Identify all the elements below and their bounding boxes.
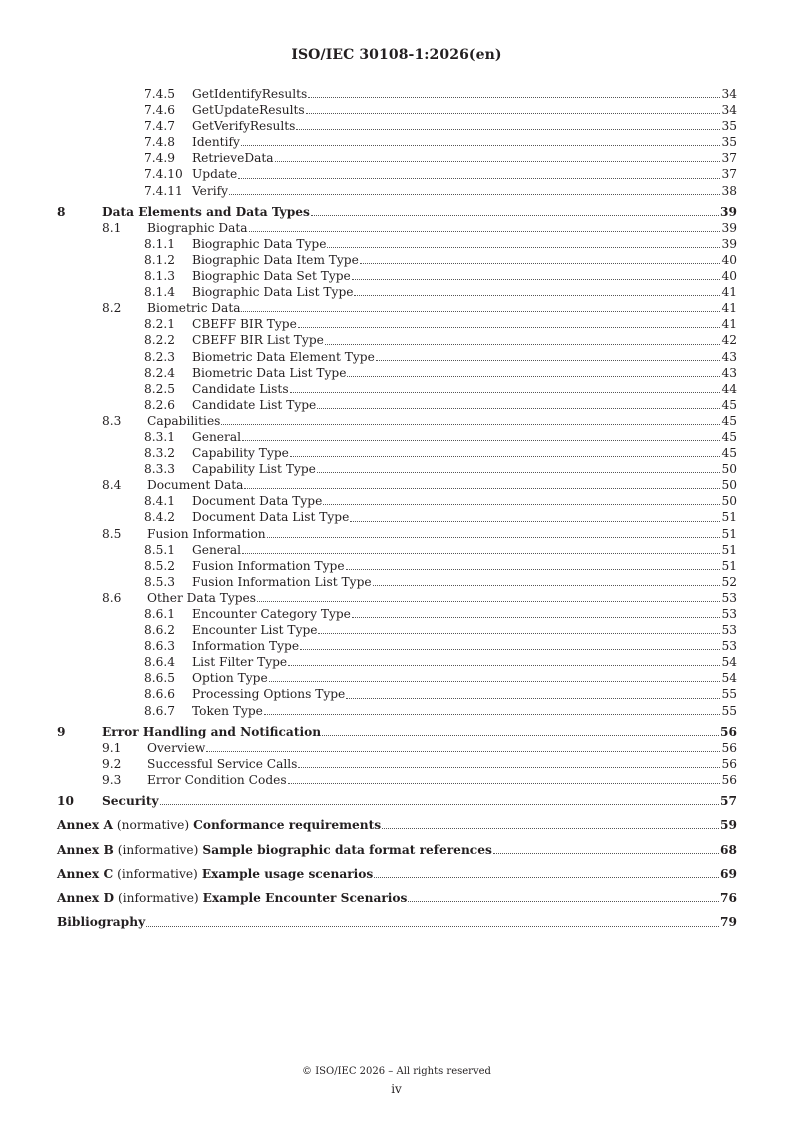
- dot-leader: [346, 697, 720, 699]
- toc-entry[interactable]: [57, 461, 737, 477]
- toc-annex-entry[interactable]: [57, 890, 737, 906]
- dot-leader: [242, 552, 720, 554]
- toc-entry-page: 40: [721, 269, 737, 284]
- toc-entry[interactable]: [57, 381, 737, 397]
- dot-leader: [311, 214, 719, 216]
- toc-entry-title: Biographic Data Type: [192, 236, 327, 251]
- toc-entry-number: 8.3.1: [144, 429, 176, 444]
- toc-entry-number: 8.1: [102, 220, 122, 235]
- dot-leader: [373, 584, 721, 586]
- toc-entry[interactable]: [57, 86, 737, 102]
- toc-entry-number: 7.4.7: [144, 119, 176, 134]
- toc-entry-page: 45: [721, 429, 737, 444]
- dot-leader: [318, 632, 720, 634]
- toc-entry-number: 8.2.3: [144, 349, 176, 364]
- toc-entry-page: 55: [721, 687, 737, 702]
- toc-entry-title: Verify: [192, 183, 229, 198]
- toc-entry[interactable]: [57, 397, 737, 413]
- dot-leader: [229, 193, 720, 195]
- toc-entry-page: 45: [721, 446, 737, 461]
- toc-entry[interactable]: [57, 558, 737, 574]
- toc-entry[interactable]: [57, 606, 737, 622]
- toc-entry-title: Fusion Information Type: [192, 558, 345, 573]
- dot-leader: [298, 766, 720, 768]
- toc-entry-title: Identify: [192, 135, 240, 150]
- toc-entry[interactable]: [57, 429, 737, 445]
- toc-annex-kind: (informative): [117, 842, 199, 857]
- toc-entry[interactable]: [57, 686, 737, 702]
- toc-entry-page: 79: [720, 915, 737, 930]
- toc-entry-page: 50: [721, 494, 737, 509]
- toc-entry[interactable]: [57, 300, 737, 316]
- dot-leader: [374, 876, 719, 878]
- toc-entry[interactable]: [57, 134, 737, 150]
- toc-entry[interactable]: [57, 252, 737, 268]
- copyright-notice: © ISO/IEC 2026 – All rights reserved: [302, 1066, 491, 1077]
- toc-annex-kind: (informative): [118, 891, 199, 906]
- dot-leader: [221, 423, 720, 425]
- toc-entry-title: GetIdentifyResults: [192, 87, 308, 101]
- dot-leader: [308, 96, 720, 98]
- dot-leader: [322, 734, 719, 736]
- toc-entry-title: RetrieveData: [192, 151, 274, 166]
- toc-entry-title: Error Handling and Notification: [102, 724, 322, 739]
- toc-entry-page: 50: [721, 478, 737, 493]
- toc-entry-number: 10: [57, 794, 74, 809]
- toc-entry-number: 8.6.3: [144, 639, 176, 654]
- dot-leader: [350, 520, 720, 522]
- dot-leader: [269, 680, 721, 682]
- dot-leader: [327, 246, 720, 248]
- toc-entry[interactable]: [57, 574, 737, 590]
- dot-leader: [290, 455, 721, 457]
- toc-entry-title: CBEFF BIR List Type: [192, 333, 324, 348]
- toc-entry-number: 8.5.3: [144, 574, 176, 589]
- dot-leader: [325, 343, 721, 345]
- toc-entry-title: Token Type: [192, 703, 263, 718]
- toc-entry-number: 8.1.1: [144, 236, 176, 251]
- toc-entry-number: 7.4.5: [144, 87, 176, 101]
- dot-leader: [241, 310, 720, 312]
- toc-entry-title: Biometric Data: [147, 301, 241, 316]
- toc-entry-number: Annex D: [57, 891, 115, 906]
- dot-leader: [347, 375, 720, 377]
- toc-entry-page: 37: [721, 167, 737, 182]
- toc-entry-title: General: [192, 542, 241, 557]
- toc-entry-number: 9: [57, 724, 66, 739]
- toc-entry[interactable]: [57, 316, 737, 332]
- toc-entry-page: 42: [721, 333, 737, 348]
- toc-entry-number: 9.1: [102, 740, 122, 755]
- toc-entry-title: List Filter Type: [192, 655, 288, 670]
- toc-entry-title: Document Data Type: [192, 494, 323, 509]
- toc-entry-number: 8.1.4: [144, 285, 176, 300]
- dot-leader: [382, 827, 719, 829]
- toc-entry-number: 8.6.2: [144, 623, 176, 638]
- dot-leader: [146, 925, 719, 927]
- toc-entry-number: 8.1.3: [144, 269, 176, 284]
- dot-leader: [290, 391, 721, 393]
- toc-entry-title: Candidate List Type: [192, 397, 317, 412]
- toc-entry[interactable]: [57, 703, 737, 719]
- toc-entry-number: 7.4.9: [144, 151, 176, 166]
- toc-entry[interactable]: [57, 509, 737, 525]
- toc-entry-title: Update: [192, 167, 238, 182]
- toc-entry-title: Capability Type: [192, 446, 289, 461]
- dot-leader: [244, 487, 720, 489]
- toc-entry-page: 69: [720, 866, 737, 881]
- toc-entry-number: 8.2.4: [144, 365, 176, 380]
- dot-leader: [360, 262, 721, 264]
- toc-entry-page: 41: [721, 285, 737, 300]
- toc-entry-page: 51: [721, 542, 737, 557]
- toc-annex-entry[interactable]: [57, 914, 737, 930]
- toc-entry[interactable]: [57, 284, 737, 300]
- toc-entry-number: 8.2: [102, 301, 122, 316]
- toc-entry[interactable]: [57, 150, 737, 166]
- toc-entry-title: Fusion Information: [147, 526, 266, 541]
- dot-leader: [352, 616, 721, 618]
- toc-entry-title: Biographic Data Item Type: [192, 252, 359, 267]
- toc-entry-page: 56: [720, 724, 737, 739]
- toc-entry-page: 44: [721, 381, 737, 396]
- toc-entry-page: 54: [721, 671, 737, 686]
- toc-entry-title: Biometric Data Element Type: [192, 349, 375, 364]
- page-footer: [0, 1066, 793, 1096]
- toc-entry-title: Candidate Lists: [192, 381, 289, 396]
- toc-entry[interactable]: [57, 493, 737, 509]
- dot-leader: [206, 750, 720, 752]
- toc-entry-number: 8.2.6: [144, 397, 176, 412]
- toc-entry-number: 8.6.1: [144, 607, 176, 621]
- toc-entry[interactable]: [57, 542, 737, 558]
- toc-entry[interactable]: [57, 236, 737, 252]
- toc-entry-number: 8.6.7: [144, 703, 176, 718]
- toc-entry-page: 51: [721, 510, 737, 525]
- toc-entry-title: Biographic Data Set Type: [192, 269, 351, 284]
- toc-entry-page: 35: [721, 119, 737, 134]
- toc-annex-entry[interactable]: [57, 842, 737, 858]
- toc-entry[interactable]: [57, 183, 737, 199]
- toc-entry-number: 8.3.3: [144, 462, 176, 477]
- toc-entry-title: Biographic Data List Type: [192, 285, 354, 300]
- toc-entry-page: 45: [721, 413, 737, 428]
- toc-entry[interactable]: [57, 268, 737, 284]
- toc-entry-page: 54: [721, 655, 737, 670]
- toc-entry-number: 7.4.8: [144, 135, 176, 150]
- toc-entry-number: 8.2.2: [144, 333, 176, 348]
- toc-entry-title: Error Condition Codes: [147, 772, 287, 787]
- dot-leader: [296, 128, 720, 130]
- toc-entry-number: 8.2.1: [144, 317, 176, 332]
- toc-entry-page: 39: [720, 204, 737, 219]
- toc-entry-number: Annex A: [57, 818, 113, 833]
- toc-entry-page: 53: [721, 607, 737, 621]
- dot-leader: [264, 713, 721, 715]
- toc-entry-number: 8.3.2: [144, 446, 176, 461]
- toc-entry-number: 8.4: [102, 478, 122, 493]
- toc-entry-title: Bibliography: [57, 915, 146, 930]
- dot-leader: [493, 852, 719, 854]
- toc-entry-title: Example usage scenarios: [201, 866, 374, 881]
- toc-entry-title: Fusion Information List Type: [192, 574, 372, 589]
- toc-entry-page: 43: [721, 349, 737, 364]
- toc-entry-title: Successful Service Calls: [147, 756, 298, 771]
- dot-leader: [160, 803, 719, 805]
- toc-entry-title: Other Data Types: [147, 590, 257, 605]
- toc-entry-title: Processing Options Type: [192, 687, 346, 702]
- toc-entry-number: 8.5.2: [144, 558, 176, 573]
- toc-entry[interactable]: [57, 102, 737, 118]
- toc-annex-kind: (normative): [116, 818, 190, 833]
- toc-entry[interactable]: [57, 638, 737, 654]
- toc-entry-number: 7.4.11: [144, 183, 183, 198]
- toc-entry-number: 7.4.6: [144, 103, 176, 118]
- dot-leader: [317, 471, 721, 473]
- toc-entry-page: 53: [721, 623, 737, 638]
- toc-entry-title: Encounter Category Type: [192, 607, 351, 621]
- dot-leader: [300, 648, 720, 650]
- toc-entry[interactable]: [57, 332, 737, 348]
- toc-entry-number: 8.6: [102, 590, 122, 605]
- toc-entry-title: Overview: [147, 740, 206, 755]
- toc-entry-title: Capability List Type: [192, 462, 316, 477]
- toc-entry-page: 53: [721, 639, 737, 654]
- toc-entry-number: 8.3: [102, 413, 122, 428]
- toc-entry[interactable]: [57, 622, 737, 638]
- toc-entry-number: 8.6.5: [144, 671, 176, 686]
- toc-entry-number: 8.6.4: [144, 655, 176, 670]
- dot-leader: [408, 900, 719, 902]
- toc-entry-page: 39: [721, 220, 737, 235]
- dot-leader: [306, 112, 721, 114]
- page-header: [0, 47, 793, 63]
- toc-entry-page: 68: [720, 842, 737, 857]
- document-title: ISO/IEC 30108-1:2026(en): [291, 47, 502, 63]
- toc-entry-page: 76: [720, 891, 737, 906]
- toc-entry[interactable]: [57, 654, 737, 670]
- toc-entry-page: 43: [721, 365, 737, 380]
- toc-entry-page: 39: [721, 236, 737, 251]
- dot-leader: [317, 407, 720, 409]
- toc-entry-number: 8.4.2: [144, 510, 176, 525]
- table-of-contents: [57, 86, 737, 931]
- toc-entry-number: 8.1.2: [144, 252, 176, 267]
- dot-leader: [288, 664, 720, 666]
- toc-entry-number: 8.4.1: [144, 494, 176, 509]
- toc-entry[interactable]: [57, 166, 737, 182]
- toc-annex-entry[interactable]: [57, 817, 737, 833]
- toc-entry-page: 34: [721, 103, 737, 118]
- toc-entry[interactable]: [57, 413, 737, 429]
- toc-entry-page: 51: [721, 558, 737, 573]
- toc-entry-title: Encounter List Type: [192, 623, 318, 638]
- toc-annex-kind: (informative): [117, 866, 198, 881]
- toc-entry[interactable]: [57, 445, 737, 461]
- toc-entry-page: 40: [721, 252, 737, 267]
- toc-entry[interactable]: [57, 349, 737, 365]
- toc-entry-number: Annex B: [57, 842, 114, 857]
- dot-leader: [257, 600, 720, 602]
- dot-leader: [275, 160, 721, 162]
- dot-leader: [346, 568, 721, 570]
- dot-leader: [323, 503, 720, 505]
- toc-entry-title: GetVerifyResults: [192, 119, 296, 134]
- toc-entry-page: 53: [721, 590, 737, 605]
- toc-entry-page: 41: [721, 317, 737, 332]
- toc-entry-title: Conformance requirements: [193, 818, 382, 833]
- toc-entry-number: 8.5: [102, 526, 122, 541]
- toc-entry-title: Sample biographic data format references: [202, 842, 492, 857]
- toc-entry-title: Data Elements and Data Types: [102, 204, 310, 219]
- toc-entry-number: 9.2: [102, 756, 122, 771]
- toc-entry-page: 56: [721, 772, 737, 787]
- toc-entry[interactable]: [57, 756, 737, 772]
- dot-leader: [238, 177, 720, 179]
- toc-entry-number: Annex C: [57, 866, 114, 881]
- toc-entry-page: 41: [721, 301, 737, 316]
- toc-entry-page: 38: [721, 183, 737, 198]
- dot-leader: [376, 359, 721, 361]
- toc-entry-number: 9.3: [102, 772, 122, 787]
- toc-entry-page: 45: [721, 397, 737, 412]
- toc-entry-title: Example Encounter Scenarios: [202, 891, 408, 906]
- dot-leader: [242, 439, 720, 441]
- toc-entry-title: Information Type: [192, 639, 300, 654]
- toc-entry-title: Document Data List Type: [192, 510, 350, 525]
- toc-entry[interactable]: [57, 670, 737, 686]
- dot-leader: [267, 536, 721, 538]
- toc-entry-page: 34: [721, 87, 737, 101]
- toc-entry[interactable]: [57, 365, 737, 381]
- toc-entry-title: Option Type: [192, 671, 268, 686]
- toc-entry-page: 51: [721, 526, 737, 541]
- toc-entry-page: 56: [721, 740, 737, 755]
- toc-entry-page: 50: [721, 462, 737, 477]
- toc-entry[interactable]: [57, 526, 737, 542]
- dot-leader: [241, 144, 721, 146]
- toc-entry-title: Biographic Data: [147, 220, 248, 235]
- toc-entry-number: 8: [57, 204, 66, 219]
- toc-entry-title: Document Data: [147, 478, 244, 493]
- toc-entry[interactable]: [57, 590, 737, 606]
- toc-entry-page: 35: [721, 135, 737, 150]
- toc-entry-number: 8.6.6: [144, 687, 176, 702]
- toc-entry[interactable]: [57, 793, 737, 809]
- toc-entry[interactable]: [57, 477, 737, 493]
- dot-leader: [352, 278, 721, 280]
- dot-leader: [249, 230, 721, 232]
- toc-entry[interactable]: [57, 740, 737, 756]
- page-number: iv: [391, 1082, 402, 1096]
- toc-entry[interactable]: [57, 118, 737, 134]
- toc-entry-title: Capabilities: [147, 413, 221, 428]
- toc-entry-page: 56: [721, 756, 737, 771]
- dot-leader: [298, 326, 721, 328]
- dot-leader: [288, 782, 721, 784]
- toc-entry-page: 55: [721, 703, 737, 718]
- toc-entry-title: Biometric Data List Type: [192, 365, 347, 380]
- toc-entry-number: 7.4.10: [144, 167, 183, 182]
- toc-entry-page: 57: [720, 794, 737, 809]
- toc-entry-title: GetUpdateResults: [192, 103, 305, 118]
- toc-entry-number: 8.5.1: [144, 542, 176, 557]
- toc-entry-number: 8.2.5: [144, 381, 176, 396]
- toc-entry[interactable]: [57, 220, 737, 236]
- toc-annex-entry[interactable]: [57, 866, 737, 882]
- toc-entry-title: CBEFF BIR Type: [192, 317, 297, 332]
- toc-entry[interactable]: [57, 772, 737, 788]
- toc-entry-title: Security: [102, 794, 159, 809]
- dot-leader: [354, 294, 720, 296]
- toc-entry[interactable]: [57, 724, 737, 740]
- toc-entry-page: 59: [720, 818, 737, 833]
- toc-entry[interactable]: [57, 204, 737, 220]
- toc-entry-page: 37: [721, 151, 737, 166]
- toc-entry-page: 52: [721, 574, 737, 589]
- toc-entry-title: General: [192, 429, 241, 444]
